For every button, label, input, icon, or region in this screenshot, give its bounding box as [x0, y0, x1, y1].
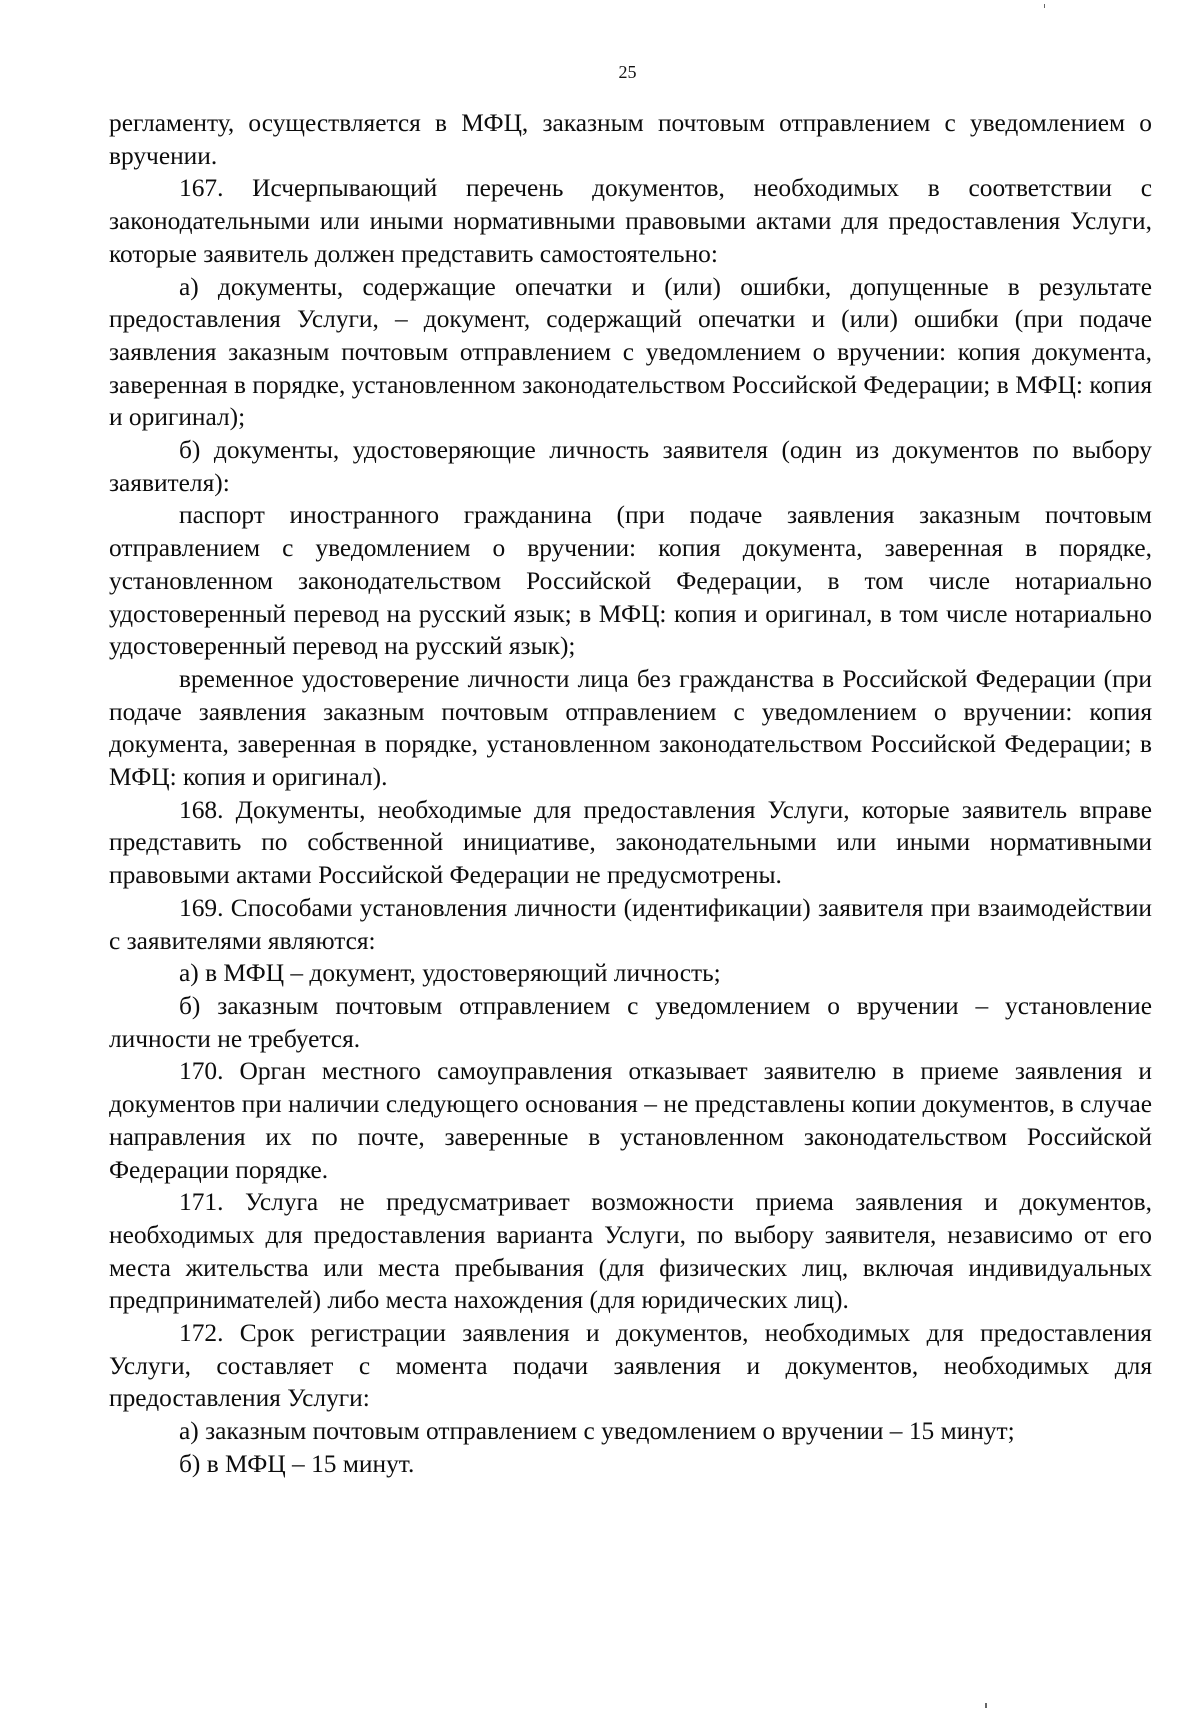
paragraph-167-item-b: б) документы, удостоверяющие личность заявителя (один из документов по выбору заявителя):: [109, 436, 1152, 497]
document-body: [109, 107, 1152, 1481]
paragraph-167-passport: паспорт иностранного гражданина (при подаче заявления заказным почтовым отправлением с уведомлением о вручении: копия документа, заверенная в порядке, установленном законодательством Российской Федерации, в том числе нотариально удостоверенный перевод на русский язык; в МФЦ: копия и оригинал, в том числе нотариально удостоверенный перевод на русский язык);: [109, 501, 1152, 661]
scan-artifact-top: [1044, 4, 1045, 8]
paragraph-169-item-b: б) заказным почтовым отправлением с уведомлением о вручении – установление личности не требуется.: [109, 991, 1152, 1053]
paragraph-continuation: регламенту, осуществляется в МФЦ, заказным почтовым отправлением с уведомлением о вручении.: [109, 109, 1152, 170]
scan-artifact-bottom: [985, 1703, 987, 1708]
paragraph-167-item-a: а) документы, содержащие опечатки и (или) ошибки, допущенные в результате предоставления Услуги, – документ, содержащий опечатки и (или) ошибки (при подаче заявления заказным почтовым отправлением с уведомлением о вручении: копия документа, заверенная в порядке, установленном законодательством Российской Федерации; в МФЦ: копия и оригинал);: [109, 272, 1152, 432]
paragraph-167: 167. Исчерпывающий перечень документов, необходимых в соответствии с законодательными или иными нормативными правовыми актами для предоставления Услуги, которые заявитель должен представить самостоятельно:: [109, 174, 1152, 268]
paragraph-172: 172. Срок регистрации заявления и документов, необходимых для предоставления Услуги, составляет с момента подачи заявления и документов, необходимых для предоставления Услуги:: [109, 1319, 1152, 1413]
paragraph-171: 171. Услуга не предусматривает возможности приема заявления и документов, необходимых для предоставления варианта Услуги, по выбору заявителя, независимо от его места жительства или места пребывания (для физических лиц, включая индивидуальных предпринимателей) либо места нахождения (для юридических лиц).: [109, 1188, 1152, 1315]
paragraph-170: 170. Орган местного самоуправления отказывает заявителю в приеме заявления и документов при наличии следующего основания – не представлены копии документов, в случае направления их по почте, заверенные в установленном законодательством Российской Федерации порядке.: [109, 1057, 1152, 1184]
paragraph-169-item-a: а) в МФЦ – документ, удостоверяющий личность;: [179, 959, 721, 988]
paragraph-169: 169. Способами установления личности (идентификации) заявителя при взаимодействии с заявителями являются:: [109, 893, 1152, 955]
paragraph-167-temporary-id: временное удостоверение личности лица без гражданства в Российской Федерации (при подаче заявления заказным почтовым отправлением с уведомлением о вручении: копия документа, заверенная в порядке, установленном законодательством Российской Федерации; в МФЦ: копия и оригинал).: [109, 664, 1152, 792]
page-number: 25: [618, 62, 637, 82]
paragraph-172-item-b: б) в МФЦ – 15 минут.: [179, 1449, 415, 1478]
paragraph-172-item-a: а) заказным почтовым отправлением с уведомлением о вручении – 15 минут;: [179, 1417, 1015, 1446]
paragraph-168: 168. Документы, необходимые для предоставления Услуги, которые заявитель вправе представить по собственной инициативе, законодательными или иными нормативными правовыми актами Российской Федерации не предусмотрены.: [109, 795, 1152, 890]
